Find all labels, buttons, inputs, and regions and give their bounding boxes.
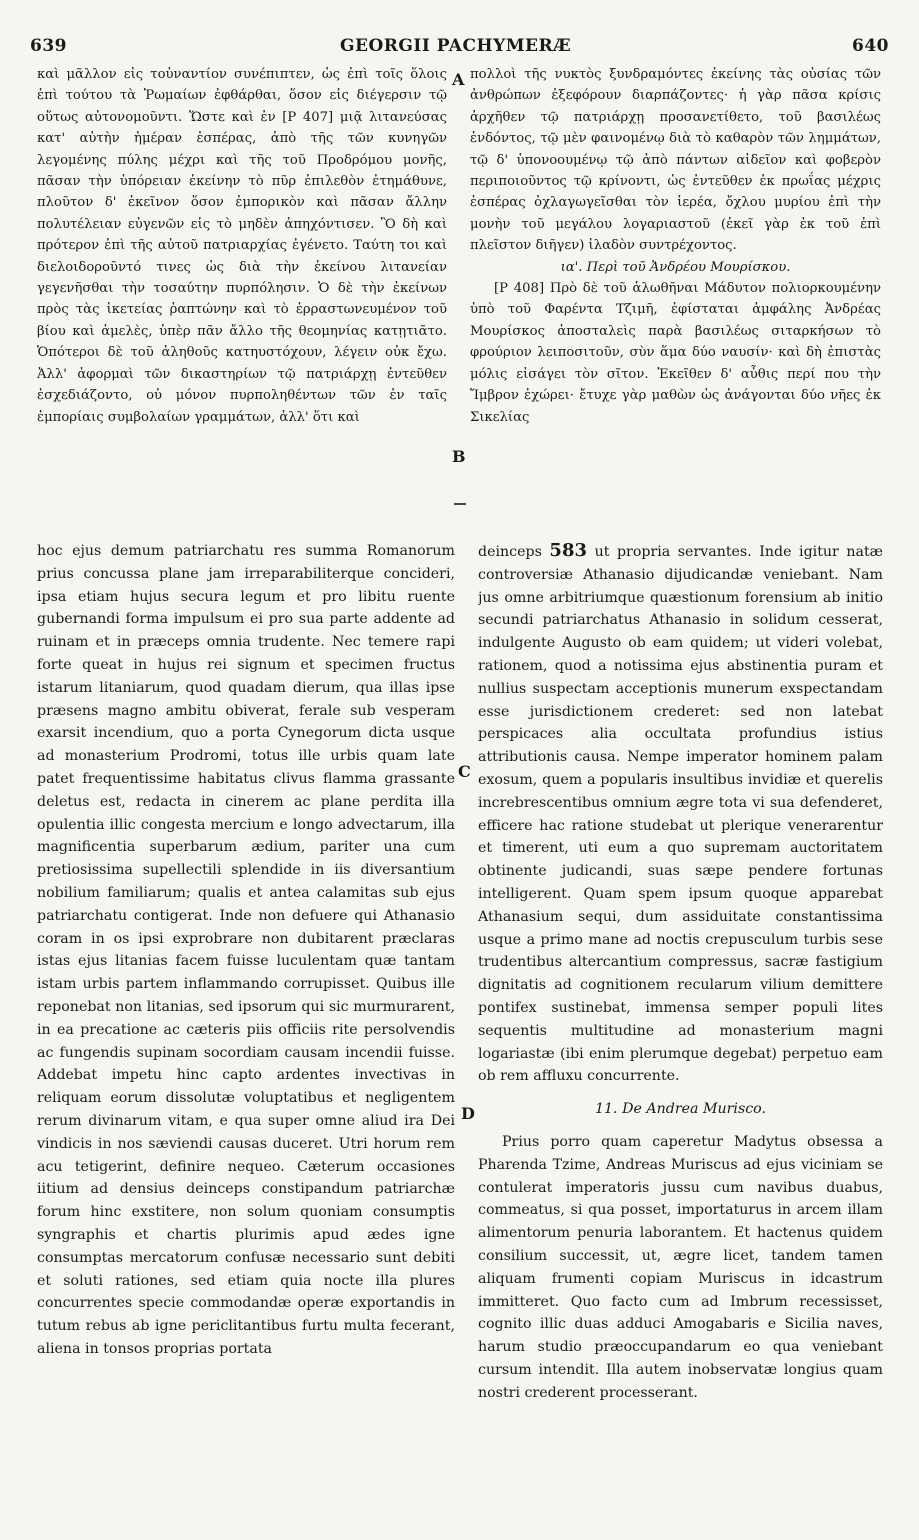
margin-page-number: 583	[549, 540, 587, 561]
margin-marker-a: A	[452, 70, 465, 89]
latin-right-text-2: Prius porro quam caperetur Madytus obsessa a Pharenda Tzime, Andreas Muriscus ad ejus viciniam se contulerat imperatoris jussu cum navibus duabus, commeatus, si qua posset, importaturus in arcem illam alimentorum penuria laborantem. Et hactenus quidem consilium successit, ut, ægre licet, tandem tamen aliquam frumenti copiam Muriscus in idcastrum immitteret. Quo facto cum ad Imbrum recessisset, cognito illic duas adduci Amogabaris e Sicilia naves, harum studio præoccupandarum eo qua veniebant cursum intendit. Illa autem inobservatæ longius quam nostri crederent processerant.	[478, 1133, 883, 1401]
latin-left-column	[37, 540, 455, 1520]
latin-right-text-1-body: ut propria servantes. Inde igitur natæ controversiæ Athanasio dijudicandæ veniebant. Nam jus omne arbitriumque quæstionum forensium ab initio secundi patriarchatus Athanasio in solidum cesserat, indulgente Augusto ob eam quidem; ut videri volebat, rationem, quod a notissima ejus abstinentia puram et nullius suspectam acceptionis munerum exspectandam esse jurisdictionem crederet: sed non latebat perspicaces alia occultata profundius istius attributionis causa. Nempe imperator hominem palam exosum, quem a popularis insultibus invidiæ et querelis increbrescentibus omnium ægre tota vi sua defenderet, efficere hac ratione studebat ut plerique venerarentur et timerent, uti eum a quo supremam auctoritatem obtinente judicandi, suas sæpe pendere fortunas intelligerent. Quam spem ipsum quoque apparebat Athanasium sequi, dum assiduitate constantissima usque a primo mane ad noctis crepusculum turbis sese trudentibus altercantium compressus, sacræ fastigium dignitatis ad cognitionem recularum vilium demittere pontifex sustinebat, immensa semper populi lites sequentis multitudine ad monasterium magni logariastæ (ibi enim plerumque degebat) perpetuo eam ob rem affluxu concurrente.	[478, 544, 883, 1085]
greek-right-text-1: πολλοὶ τῆς νυκτὸς ξυνδραμόντες ἐκείνης τὰς οὐσίας τῶν ἀνθρώπων ἐξεφόρουν διαρπάζοντες· ἡ γὰρ πᾶσα κρίσις ἀρχῆθεν τῷ πατριάρχῃ προσανετίθετο, τοῦ βασιλέως ἐνδόντος, τῷ μὲν φαινομένῳ διὰ τὸ καθαρὸν τῶν λημμάτων, τῷ δ' ὑπονοουμένῳ τῷ ἀπὸ πάντων αἰδεῖον καὶ φοβερὸν περιποιοῦντος τῷ κρίνοντι, ὡς ἐντεῦθεν ἐκ πρωΐας μέχρις ἑσπέρας ὀχλαγωγεῖσθαι τὸν ἱερέα, ὄχλου μυρίου ἐπὶ τὴν μονὴν τοῦ μεγάλου λογαριαστοῦ (ἐκεῖ γὰρ ἐκ τοῦ ἐπὶ πλεῖστον διῆγεν) ἰλαδὸν συντρέχοντος.	[470, 67, 881, 254]
latin-left-text: hoc ejus demum patriarchatu res summa Romanorum prius concussa plane jam irreparabiliterque concideri, ipsa etiam hujus secura legum et pro libitu ruente gubernandi forma impulsum ei pro sua parte addente ad ruinam et in præceps omnia trudente. Nec temere rapi forte queat in hujus rei signum et specimen fructus istarum litaniarum, quod quadam dierum, qua illas ipse præsens magno ambitu obiverat, ferale sub vesperam exarsit incendium, quo a porta Cynegorum dicta usque ad monasterium Prodromi, totus ille urbis quam late patet frequentissime habitatus clivus flamma grassante deletus est, redacta in cinerem ac plane perdita illa opulentia illic congesta mercium e longo advectarum, illa magnificentia superbarum ædium, pariter una cum pretiosissima supellectili splendide in iis diversantium nobilium familiarum; qualis et antea calamitas sub ejus patriarchatu contigerat. Inde non defuere qui Athanasio coram in os ipsi exprobrare non dubitarent præclaras istas ejus litanias facem fuisse luculentam quæ tantam istam urbis partem inflammando corrupisset. Quibus ille reponebat non litanias, sed ipsorum qui sic murmurarent, in ea precatione ac cæteris piis officiis rite persolvendis ac fungendis supinam socordiam causam incendii fuisse. Addebat impetu hinc capto ardentes invectivas in reliquam eorum dissolutæ voluptatibus et negligentem rerum divinarum vitam, e qua super omne aliud ira Dei vindicis in nos sæviendi causas duceret. Utri horum rem acu tetigerint, definire nequeo. Cæterum occasiones iitium ad densius deinceps constipandum patriarchæ forum hinc exstitere, non solum quoniam consumptis syngraphis et chartis plurimis apud ædes igne consumptas mercatorum confusæ necessario sunt debiti et soluti rationes, sed etiam quia nocte illa plures concurrentes specie commodandæ operæ exportandis in tutum rebus ab igne periclitantibus furtu multa fecerant, aliena in tonsos proprias portata	[37, 543, 455, 1357]
margin-marker-d: D	[461, 1104, 475, 1123]
right-page-number: 640	[852, 36, 889, 56]
column-divider-dash	[454, 503, 466, 505]
greek-section-heading: ια'. Περὶ τοῦ Ἀνδρέου Μουρίσκου.	[560, 259, 791, 275]
greek-right-column	[470, 64, 881, 526]
greek-left-text: καὶ μᾶλλον εἰς τοὐναντίον συνέπιπτεν, ὡς ἐπὶ τοῖς ὅλοις ἐπὶ τούτου τὰ Ῥωμαίων ἐφθάρθαι, ὅσον εἰς διέγερσιν τῷ οὕτως αὐτονομοῦντι. Ὥστε καὶ ἐν [P 407] μιᾷ λιτανεύσας κατ' αὐτὴν ἡμέραν ἑσπέρας, ἀπὸ τῆς τῶν κυνηγῶν λεγομένης πύλης μέχρι καὶ τῆς τοῦ Προδρόμου μονῆς, πᾶσαν τὴν ὑπόρειαν ἐκείνην τὸ πῦρ ἐπιλεθὸν ἐτημάθυνε, πλοῦτον δ' ἐκεῖνον ὅσον ἐμπορικὸν καὶ πᾶσαν ἄλλην πολυτέλειαν εὐγενῶν εἰς τὸ μηδὲν ἀπηχόντισεν. Ὃ δὴ καὶ πρότερον ἐπὶ τῆς αὐτοῦ πατριαρχίας ἐγένετο. Ταύτη τοι καὶ διελοιδοροῦντό τινες ὡς διὰ τὴν ἐκείνου λιτανείαν γεγενῆσθαι τὴν τοσαύτην πυρπόλησιν. Ὁ δὲ τὴν ἐκείνων πρὸς τὰς ἱκετείας ῥαπτώνην καὶ τὸ ἐρραστωνευμένον τοῦ βίου καὶ ἀμελὲς, ὑπὲρ πᾶν ἄλλο τῆς θεομηνίας κατῃτιᾶτο. Ὁπότεροι δὲ τοῦ ἀληθοῦς κατηυστόχουν, λέγειν οὐκ ἔχω. Ἀλλ' ἀφορμαὶ τῶν δικαστηρίων τῷ πατριάρχῃ ἐντεῦθεν ἐσχεδιάζοντο, οὐ μόνον πυρποληθέντων τῶν ἐν ταῖς ἐμπορίαις συμβολαίων γραμμάτων, ἀλλ' ὅτι καὶ	[37, 67, 447, 425]
greek-left-column	[37, 64, 447, 526]
latin-section-heading: 11. De Andrea Murisco.	[595, 1101, 766, 1118]
latin-right-text-1	[478, 540, 883, 1088]
latin-right-column	[478, 540, 883, 1520]
margin-marker-c: C	[458, 762, 471, 781]
left-page-number: 639	[30, 36, 67, 56]
latin-right-lead-word: deinceps	[478, 544, 542, 560]
running-title: GEORGII PACHYMERÆ	[340, 36, 572, 56]
margin-marker-b: B	[452, 447, 466, 466]
greek-right-text-2: [P 408] Πρὸ δὲ τοῦ ἁλωθῆναι Μάδυτον πολιορκουμένην ὑπὸ τοῦ Φαρέντα Τζιμῆ, ἐφίσταται ἀμφάλης Ἀνδρέας Μουρίσκος ἀποσταλεὶς παρὰ βασιλέως σιταρκήσων τὸ φρούριον λειποσιτοῦν, σὺν ἅμα δύο ναυσίν· καὶ δὴ ἐπιστὰς μόλις εἰσάγει τὸν σῖτον. Ἐκεῖθεν δ' αὖθις περί που τὴν Ἴμβρον ἐχώρει· ἔτυχε γὰρ μαθὼν ὡς ἀνάγονται δύο νῆες ἐκ Σικελίας	[470, 281, 881, 425]
